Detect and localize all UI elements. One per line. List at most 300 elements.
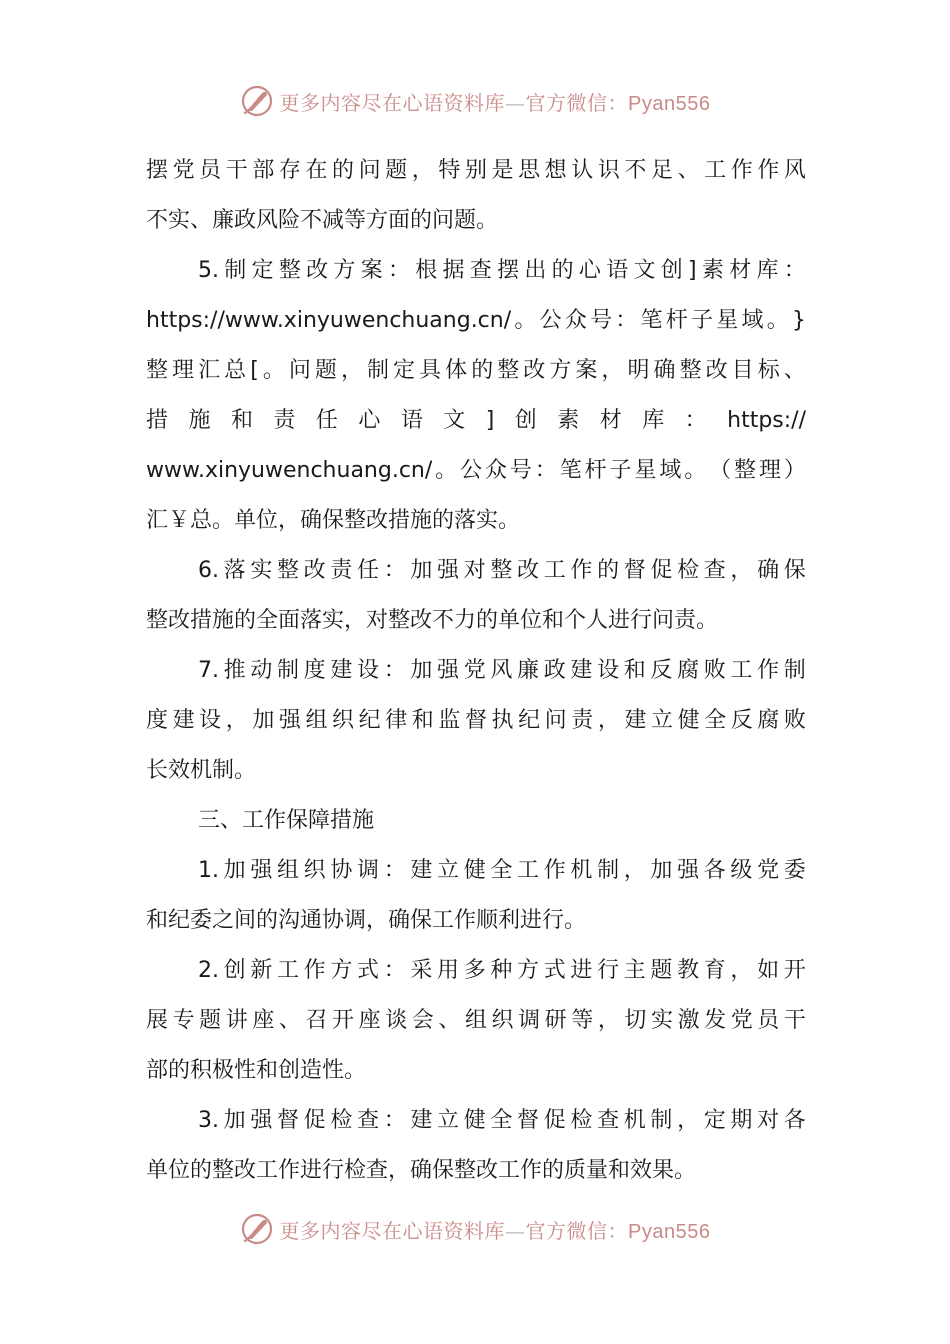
text-glyph: 如 <box>757 958 780 983</box>
text-glyph: 执 <box>491 708 514 733</box>
text-glyph: 库 <box>756 258 779 283</box>
text-glyph: 落 <box>223 558 246 583</box>
line-text: 三、工作保障措施 <box>198 808 375 833</box>
text-glyph: 的 <box>551 258 574 283</box>
text-glyph: 公 <box>460 458 483 483</box>
text-glyph: 健 <box>463 1108 486 1133</box>
text-glyph: 笔 <box>559 458 582 483</box>
text-line <box>146 346 806 396</box>
line-text: 不实、廉政风险不减等方面的问题。 <box>146 208 499 233</box>
text-glyph: 识 <box>597 158 620 183</box>
text-line <box>146 1146 806 1196</box>
text-glyph: 杆 <box>584 458 607 483</box>
text-glyph: 组 <box>464 1008 487 1033</box>
text-glyph: 党 <box>730 1008 753 1033</box>
text-glyph: 制 <box>650 1108 673 1133</box>
text-glyph: 。 <box>514 308 537 333</box>
text-glyph: 期 <box>730 1108 753 1133</box>
text-glyph: 文 <box>443 408 466 433</box>
text-glyph: 5. <box>198 258 219 283</box>
text-glyph: ] <box>485 408 495 433</box>
text-glyph: 特 <box>438 158 461 183</box>
text-glyph: 廉 <box>517 658 540 683</box>
text-glyph: 检 <box>330 1108 353 1133</box>
text-glyph: 改 <box>523 358 546 383</box>
text-glyph: ， <box>225 708 248 733</box>
text-glyph: 律 <box>385 708 408 733</box>
text-glyph: 制 <box>783 658 806 683</box>
text-glyph: 题 <box>650 958 673 983</box>
text-glyph: ， <box>601 358 624 383</box>
text-glyph: 定 <box>393 358 416 383</box>
text-glyph: 强 <box>250 1108 273 1133</box>
text-glyph: 促 <box>543 1108 566 1133</box>
line-text: 汇￥总。单位，确保整改措施的落实。 <box>146 508 521 533</box>
text-line <box>146 646 806 696</box>
text-line <box>146 196 806 246</box>
text-glyph: 风 <box>783 158 806 183</box>
text-glyph: 加 <box>410 558 433 583</box>
text-line <box>146 896 806 946</box>
text-glyph: 定 <box>251 258 274 283</box>
text-glyph: 改 <box>306 258 329 283</box>
text-glyph: 改 <box>303 558 326 583</box>
text-glyph: 题 <box>314 358 337 383</box>
text-glyph: 素 <box>701 258 724 283</box>
text-glyph: 思 <box>518 158 541 183</box>
text-glyph: 问 <box>288 358 311 383</box>
text-glyph: 多 <box>463 958 486 983</box>
text-glyph: 确 <box>757 558 780 583</box>
text-line <box>146 846 806 896</box>
text-glyph: 明 <box>627 358 650 383</box>
text-glyph: 机 <box>570 858 593 883</box>
text-glyph: 任 <box>315 408 338 433</box>
text-glyph: 整 <box>497 358 520 383</box>
text-glyph: 设 <box>199 708 222 733</box>
text-glyph: 据 <box>442 258 465 283</box>
text-glyph: 主 <box>623 958 646 983</box>
text-glyph: 任 <box>357 558 380 583</box>
text-glyph: 认 <box>571 158 594 183</box>
text-glyph: 出 <box>524 258 547 283</box>
text-line <box>146 396 806 446</box>
text-glyph: 制 <box>367 358 390 383</box>
text-glyph: 腐 <box>677 658 700 683</box>
text-glyph: 星 <box>634 458 657 483</box>
text-glyph: 育 <box>703 958 726 983</box>
text-glyph: 查 <box>357 1108 380 1133</box>
text-glyph: 想 <box>544 158 567 183</box>
text-glyph: 调 <box>357 858 380 883</box>
text-glyph: 整 <box>146 358 169 383</box>
text-glyph: 式 <box>543 958 566 983</box>
text-glyph: 建 <box>172 708 195 733</box>
text-glyph: 改 <box>705 358 728 383</box>
text-glyph: 改 <box>517 558 540 583</box>
text-glyph: ： <box>534 458 557 483</box>
text-glyph: 员 <box>757 1008 780 1033</box>
text-glyph: 强 <box>437 558 460 583</box>
text-glyph: 政 <box>543 658 566 683</box>
text-glyph: 座 <box>358 1008 381 1033</box>
text-glyph: 制 <box>277 658 300 683</box>
text-glyph: 3. <box>198 1108 219 1133</box>
text-glyph: ， <box>597 708 620 733</box>
text-glyph: 整 <box>277 558 300 583</box>
text-glyph: 心 <box>358 408 381 433</box>
text-glyph: 整 <box>278 258 301 283</box>
text-glyph: 检 <box>570 1108 593 1133</box>
text-glyph: 和 <box>411 708 434 733</box>
text-glyph: 强 <box>677 858 700 883</box>
text-glyph: 、 <box>438 1008 461 1033</box>
text-glyph: 不 <box>624 158 647 183</box>
text-glyph: 。 <box>766 308 789 333</box>
text-glyph: 切 <box>624 1008 647 1033</box>
text-glyph: 子 <box>691 308 714 333</box>
text-glyph: 败 <box>783 708 806 733</box>
text-glyph: 检 <box>677 558 700 583</box>
text-glyph: 问 <box>544 708 567 733</box>
text-line <box>146 596 806 646</box>
text-glyph: 谈 <box>385 1008 408 1033</box>
text-glyph: 等 <box>571 1008 594 1033</box>
text-line <box>146 1096 806 1146</box>
text-glyph: 。 <box>684 458 707 483</box>
text-glyph: 摆 <box>497 258 520 283</box>
text-glyph: 整 <box>490 558 513 583</box>
text-glyph: 建 <box>570 658 593 683</box>
text-glyph: https:// <box>727 408 806 433</box>
text-glyph: 败 <box>703 658 726 683</box>
text-line <box>146 996 806 1046</box>
text-glyph: 6. <box>198 558 219 583</box>
text-glyph: 进 <box>570 958 593 983</box>
text-glyph: 度 <box>146 708 169 733</box>
text-glyph: ： <box>383 658 406 683</box>
text-glyph: 星 <box>716 308 739 333</box>
text-glyph: 强 <box>250 858 273 883</box>
text-glyph: 干 <box>225 158 248 183</box>
text-glyph: 具 <box>419 358 442 383</box>
text-glyph: 作 <box>757 158 780 183</box>
text-glyph: 定 <box>703 1108 726 1133</box>
text-glyph: 材 <box>729 258 752 283</box>
text-glyph: 采 <box>410 958 433 983</box>
text-glyph: 专 <box>172 1008 195 1033</box>
text-glyph: 题 <box>385 158 408 183</box>
text-glyph: 员 <box>199 158 222 183</box>
line-text: 长效机制。 <box>146 758 257 783</box>
line-text: 和纪委之间的沟通协调，确保工作顺利进行。 <box>146 908 587 933</box>
text-glyph: 度 <box>303 658 326 683</box>
text-glyph: 督 <box>517 1108 540 1133</box>
text-glyph: ， <box>340 358 363 383</box>
text-glyph: 整 <box>679 358 702 383</box>
text-glyph: 标 <box>757 358 780 383</box>
text-glyph: 座 <box>252 1008 275 1033</box>
text-glyph: 、 <box>677 158 700 183</box>
text-glyph: 和 <box>230 408 253 433</box>
text-glyph: 建 <box>410 1108 433 1133</box>
text-glyph: ] <box>688 258 697 283</box>
text-glyph: https://www.xinyuwenchuang.cn/ <box>146 308 512 333</box>
text-glyph: 实 <box>650 1008 673 1033</box>
text-glyph: 级 <box>730 858 753 883</box>
text-glyph: 作 <box>757 658 780 683</box>
text-glyph: 展 <box>146 1008 169 1033</box>
text-glyph: 心 <box>578 258 601 283</box>
text-glyph: 督 <box>277 1108 300 1133</box>
text-glyph: 材 <box>599 408 622 433</box>
text-glyph: 工 <box>704 158 727 183</box>
text-glyph: 施 <box>188 408 211 433</box>
text-glyph: 动 <box>250 658 273 683</box>
text-glyph: 创 <box>514 408 537 433</box>
text-glyph: ， <box>730 558 753 583</box>
text-glyph: 案 <box>360 258 383 283</box>
text-glyph: 开 <box>783 958 806 983</box>
text-glyph: 作 <box>303 958 326 983</box>
watermark-text: 更多内容尽在心语资料库—官方微信：Pyan556 <box>279 90 711 115</box>
text-line <box>146 946 806 996</box>
text-glyph: 促 <box>650 558 673 583</box>
text-glyph: 制 <box>597 858 620 883</box>
text-glyph: 号 <box>590 308 613 333</box>
text-glyph: 文 <box>633 258 656 283</box>
text-line <box>146 246 806 296</box>
text-glyph: } <box>791 308 806 333</box>
text-glyph: www.xinyuwenchuang.cn/ <box>146 458 433 483</box>
text-glyph: 推 <box>223 658 246 683</box>
text-glyph: 建 <box>410 858 433 883</box>
text-glyph: 激 <box>677 1008 700 1033</box>
text-glyph: ： <box>383 858 406 883</box>
text-glyph: 教 <box>677 958 700 983</box>
text-glyph: 全 <box>490 858 513 883</box>
text-glyph: 整 <box>734 458 757 483</box>
text-glyph: 方 <box>517 958 540 983</box>
text-glyph: 对 <box>463 558 486 583</box>
text-line <box>146 546 806 596</box>
text-glyph: 新 <box>250 958 273 983</box>
text-glyph: 督 <box>623 558 646 583</box>
text-glyph: 的 <box>471 358 494 383</box>
text-glyph: 理 <box>758 458 781 483</box>
text-glyph: 作 <box>543 858 566 883</box>
text-glyph: 创 <box>660 258 683 283</box>
line-text: 整改措施的全面落实，对整改不力的单位和个人进行问责。 <box>146 608 719 633</box>
text-glyph: 督 <box>464 708 487 733</box>
text-glyph: 查 <box>597 1108 620 1133</box>
text-glyph: 会 <box>411 1008 434 1033</box>
header-watermark <box>0 84 950 118</box>
text-glyph: 作 <box>730 158 753 183</box>
text-glyph: 立 <box>650 708 673 733</box>
text-glyph: ） <box>783 458 806 483</box>
text-glyph: 查 <box>703 558 726 583</box>
text-glyph: 确 <box>653 358 676 383</box>
text-glyph: 摆 <box>146 158 169 183</box>
text-glyph: ： <box>383 958 406 983</box>
text-glyph: 措 <box>146 408 169 433</box>
text-glyph: 全 <box>704 708 727 733</box>
text-line <box>146 746 806 796</box>
text-glyph: （ <box>709 458 732 483</box>
footer-watermark <box>0 1212 950 1246</box>
text-line <box>146 446 806 496</box>
text-glyph: [ <box>250 358 259 383</box>
text-glyph: 织 <box>303 858 326 883</box>
document-body <box>146 146 806 1196</box>
text-glyph: 反 <box>730 708 753 733</box>
text-glyph: ， <box>411 158 434 183</box>
text-glyph: 式 <box>357 958 380 983</box>
text-glyph: 和 <box>623 658 646 683</box>
text-glyph: 开 <box>332 1008 355 1033</box>
line-text: 单位的整改工作进行检查，确保整改工作的质量和效果。 <box>146 1158 697 1183</box>
text-glyph: 、 <box>278 1008 301 1033</box>
text-glyph: 加 <box>223 858 246 883</box>
text-line <box>146 146 806 196</box>
text-glyph: 设 <box>357 658 380 683</box>
text-glyph: 加 <box>252 708 275 733</box>
text-glyph: 保 <box>783 558 806 583</box>
text-glyph: 的 <box>332 158 355 183</box>
text-glyph: 足 <box>650 158 673 183</box>
text-glyph: ， <box>730 958 753 983</box>
text-glyph: 强 <box>437 658 460 683</box>
text-glyph: 责 <box>571 708 594 733</box>
text-glyph: 促 <box>303 1108 326 1133</box>
text-glyph: 行 <box>597 958 620 983</box>
text-glyph: 加 <box>223 1108 246 1133</box>
text-glyph: 众 <box>564 308 587 333</box>
text-glyph: ： <box>615 308 638 333</box>
text-glyph: ， <box>623 858 646 883</box>
text-glyph: 方 <box>549 358 572 383</box>
text-glyph: 创 <box>223 958 246 983</box>
text-glyph: 健 <box>677 708 700 733</box>
text-glyph: ： <box>387 258 410 283</box>
text-glyph: 加 <box>410 658 433 683</box>
text-glyph: 监 <box>438 708 461 733</box>
text-glyph: 汇 <box>198 358 221 383</box>
text-glyph: 发 <box>704 1008 727 1033</box>
text-glyph: 责 <box>273 408 296 433</box>
text-glyph: 语 <box>400 408 423 433</box>
text-glyph: 组 <box>305 708 328 733</box>
text-glyph: 调 <box>518 1008 541 1033</box>
text-glyph: 根 <box>415 258 438 283</box>
text-glyph: 工 <box>543 558 566 583</box>
text-glyph: 纪 <box>518 708 541 733</box>
text-glyph: 体 <box>445 358 468 383</box>
text-glyph: 7. <box>198 658 219 683</box>
text-glyph: 织 <box>491 1008 514 1033</box>
text-glyph: 立 <box>437 858 460 883</box>
text-glyph: 反 <box>650 658 673 683</box>
text-glyph: 语 <box>606 258 629 283</box>
text-glyph: 协 <box>330 858 353 883</box>
text-glyph: 域 <box>659 458 682 483</box>
text-glyph: 实 <box>250 558 273 583</box>
text-glyph: 方 <box>330 958 353 983</box>
text-glyph: 是 <box>491 158 514 183</box>
text-glyph: 子 <box>609 458 632 483</box>
text-glyph: 种 <box>490 958 513 983</box>
text-glyph: 全 <box>490 1108 513 1133</box>
text-glyph: 织 <box>332 708 355 733</box>
text-line <box>146 296 806 346</box>
text-glyph: 建 <box>330 658 353 683</box>
text-glyph: 素 <box>557 408 580 433</box>
text-line <box>146 796 806 846</box>
text-glyph: 工 <box>517 858 540 883</box>
text-glyph: 工 <box>277 958 300 983</box>
line-text: 部的积极性和创造性。 <box>146 1058 367 1083</box>
text-glyph: 的 <box>597 558 620 583</box>
text-glyph: 号 <box>509 458 532 483</box>
text-glyph: 腐 <box>757 708 780 733</box>
quill-pen-circle-icon <box>240 1212 274 1246</box>
text-glyph: 各 <box>783 1108 806 1133</box>
text-line <box>146 496 806 546</box>
text-glyph: 委 <box>783 858 806 883</box>
text-glyph: 公 <box>539 308 562 333</box>
text-glyph: ： <box>383 1108 406 1133</box>
text-glyph: 建 <box>624 708 647 733</box>
text-glyph: ， <box>597 1008 620 1033</box>
text-glyph: 组 <box>277 858 300 883</box>
text-glyph: 总 <box>224 358 247 383</box>
text-glyph: 立 <box>437 1108 460 1133</box>
text-glyph: ： <box>783 258 806 283</box>
text-glyph: 干 <box>783 1008 806 1033</box>
text-glyph: 作 <box>570 558 593 583</box>
text-glyph: 对 <box>757 1108 780 1133</box>
text-glyph: 查 <box>469 258 492 283</box>
text-glyph: 存 <box>278 158 301 183</box>
text-glyph: 健 <box>463 858 486 883</box>
text-glyph: 在 <box>305 158 328 183</box>
text-glyph: 库 <box>642 408 665 433</box>
text-glyph: 案 <box>575 358 598 383</box>
text-glyph: 问 <box>358 158 381 183</box>
text-glyph: ： <box>383 558 406 583</box>
text-glyph: 。 <box>435 458 458 483</box>
text-glyph: 纪 <box>358 708 381 733</box>
text-glyph: 笔 <box>640 308 663 333</box>
text-line <box>146 696 806 746</box>
text-glyph: 风 <box>490 658 513 683</box>
text-glyph: 党 <box>463 658 486 683</box>
text-glyph: ， <box>677 1108 700 1133</box>
text-glyph: 设 <box>597 658 620 683</box>
text-glyph: 部 <box>252 158 275 183</box>
text-glyph: 党 <box>172 158 195 183</box>
text-glyph: 强 <box>278 708 301 733</box>
text-glyph: 用 <box>437 958 460 983</box>
text-glyph: 制 <box>224 258 247 283</box>
text-glyph: ： <box>684 408 707 433</box>
text-glyph: 加 <box>650 858 673 883</box>
text-glyph: 目 <box>731 358 754 383</box>
text-glyph: 题 <box>199 1008 222 1033</box>
text-glyph: 别 <box>464 158 487 183</box>
text-glyph: 域 <box>741 308 764 333</box>
